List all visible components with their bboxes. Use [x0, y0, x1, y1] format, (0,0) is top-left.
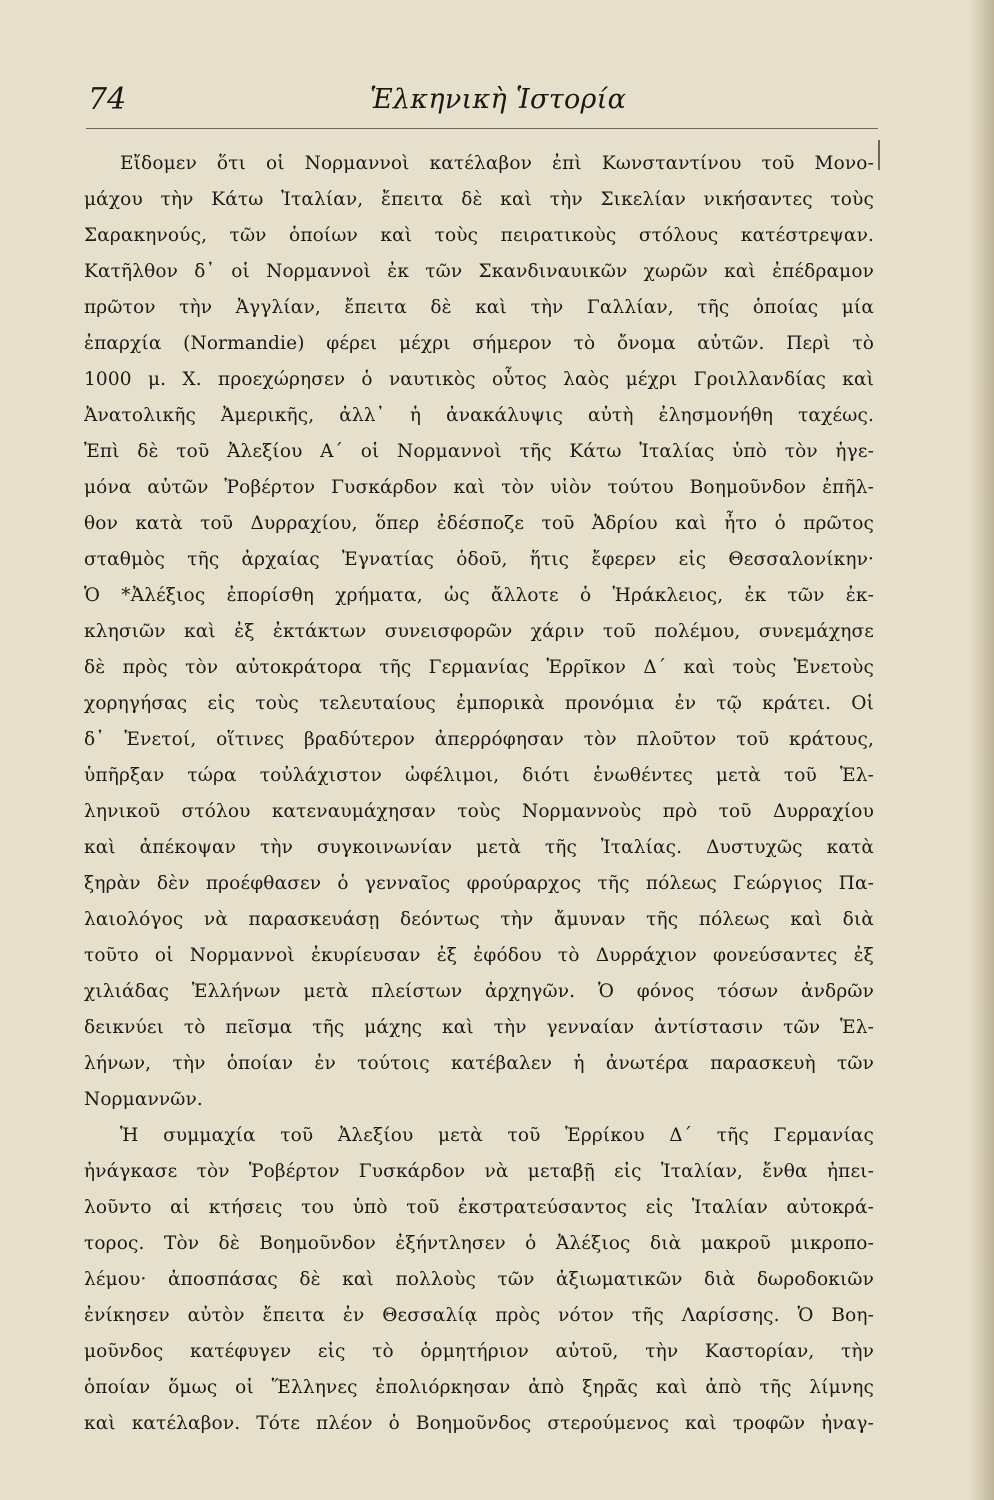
- text-line: πρῶτον τὴν Ἀγγλίαν, ἔπειτα δὲ καὶ τὴν Γαλλίαν, τῆς ὁποίας μία: [84, 297, 874, 318]
- text-line: λαιολόγος νὰ παρασκευάσῃ δεόντως τὴν ἄμυναν τῆς πόλεως καὶ διὰ: [84, 909, 874, 930]
- text-line: Εἴδομεν ὅτι οἱ Νορμαννοὶ κατέλαβον ἐπὶ Κωνσταντίνου τοῦ Μονο-: [120, 153, 874, 174]
- text-line: 1000 μ. Χ. προεχώρησεν ὁ ναυτικὸς οὗτος λαὸς μέχρι Γροιλλανδίας καὶ: [84, 369, 874, 390]
- margin-mark: [878, 140, 880, 170]
- text-line: μάχου τὴν Κάτω Ἰταλίαν, ἔπειτα δὲ καὶ τὴν Σικελίαν νικήσαντες τοὺς: [84, 189, 874, 210]
- text-line: λέμου· ἀποσπάσας δὲ καὶ πολλοὺς τῶν ἀξιωματικῶν διὰ δωροδοκιῶν: [84, 1269, 874, 1290]
- text-line: λοῦντο αἱ κτήσεις του ὑπὸ τοῦ ἐκστρατεύσαντος εἰς Ἰταλίαν αὐτοκρά-: [84, 1197, 874, 1218]
- text-line: τοῦτο οἱ Νορμαννοὶ ἐκυρίευσαν ἐξ ἐφόδου τὸ Δυρράχιον φονεύσαντες ἐξ: [84, 945, 874, 966]
- text-line: ἠνάγκασε τὸν Ῥοβέρτον Γυσκάρδον νὰ μεταβῇ εἰς Ἰταλίαν, ἔνθα ἠπει-: [84, 1161, 874, 1182]
- text-line: Ἐπὶ δὲ τοῦ Ἀλεξίου Α΄ οἱ Νορμαννοὶ τῆς Κάτω Ἰταλίας ὑπὸ τὸν ἡγε-: [84, 441, 874, 462]
- text-line: θον κατὰ τοῦ Δυρραχίου, ὅπερ ἐδέσποζε τοῦ Ἀδρίου καὶ ἦτο ὁ πρῶτος: [84, 513, 874, 534]
- text-line: δ᾽ Ἑνετοί, οἵτινες βραδύτερον ἀπερρόφησαν τὸν πλοῦτον τοῦ κράτους,: [84, 729, 874, 750]
- text-line: καὶ κατέλαβον. Τότε πλέον ὁ Βοημοῦνδος στερούμενος καὶ τροφῶν ἠναγ-: [84, 1413, 874, 1434]
- text-line: λήνων, τὴν ὁποίαν ἐν τούτοις κατέβαλεν ἡ ἀνωτέρα παρασκευὴ τῶν: [84, 1053, 874, 1074]
- text-line: καὶ ἀπέκοψαν τὴν συγκοινωνίαν μετὰ τῆς Ἰταλίας. Δυστυχῶς κατὰ: [84, 837, 874, 858]
- text-line: ὁποίαν ὅμως οἱ Ἕλληνες ἐπολιόρκησαν ἀπὸ ξηρᾶς καὶ ἀπὸ τῆς λίμνης: [84, 1377, 874, 1398]
- text-line: χιλιάδας Ἑλλήνων μετὰ πλείστων ἀρχηγῶν. Ὁ φόνος τόσων ἀνδρῶν: [84, 981, 874, 1002]
- body-text: [84, 146, 874, 1442]
- header-rule: [86, 128, 878, 129]
- text-line: Ἀνατολικῆς Ἀμερικῆς, ἀλλ᾽ ἡ ἀνακάλυψις αὐτὴ ἐλησμονήθη ταχέως.: [84, 405, 874, 426]
- text-line: Νορμαννῶν.: [84, 1089, 203, 1110]
- text-line: σταθμὸς τῆς ἀρχαίας Ἐγνατίας ὁδοῦ, ἥτις ἔφερεν εἰς Θεσσαλονίκην·: [84, 549, 874, 570]
- text-line: μόνα αὐτῶν Ῥοβέρτον Γυσκάρδον καὶ τὸν υἱὸν τούτου Βοημοῦνδον ἐπῆλ-: [84, 477, 874, 498]
- text-line: μοῦνδος κατέφυγεν εἰς τὸ ὁρμητήριον αὐτοῦ, τὴν Καστορίαν, τὴν: [84, 1341, 874, 1362]
- text-line: δὲ πρὸς τὸν αὐτοκράτορα τῆς Γερμανίας Ἑρρῖκον Δ΄ καὶ τοὺς Ἑνετοὺς: [84, 657, 874, 678]
- text-line: ληνικοῦ στόλου κατεναυμάχησαν τοὺς Νορμαννοὺς πρὸ τοῦ Δυρραχίου: [84, 801, 874, 822]
- text-line: ὑπῆρξαν τώρα τοὐλάχιστον ὠφέλιμοι, διότι ἑνωθέντες μετὰ τοῦ Ἑλ-: [84, 765, 874, 786]
- running-head: [88, 78, 878, 126]
- text-line: κλησιῶν καὶ ἐξ ἐκτάκτων συνεισφορῶν χάριν τοῦ πολέμου, συνεμάχησε: [84, 621, 874, 642]
- page-edge: [970, 0, 994, 1500]
- text-line: χορηγήσας εἰς τοὺς τελευταίους ἐμπορικὰ προνόμια ἐν τῷ κράτει. Οἱ: [84, 693, 874, 714]
- text-line: Κατῆλθον δ᾽ οἱ Νορμαννοὶ ἐκ τῶν Σκανδιναυικῶν χωρῶν καὶ ἐπέδραμον: [84, 261, 874, 282]
- running-title: Ἑλκηνικὴ Ἱστορία: [370, 84, 627, 115]
- page-number: 74: [88, 82, 127, 117]
- text-line: Σαρακηνούς, τῶν ὁποίων καὶ τοὺς πειρατικοὺς στόλους κατέστρεψαν.: [84, 225, 874, 246]
- text-line: τορος. Τὸν δὲ Βοημοῦνδον ἐξήντλησεν ὁ Ἀλέξιος διὰ μακροῦ μικροπο-: [84, 1233, 874, 1254]
- text-line: ἐνίκησεν αὐτὸν ἔπειτα ἐν Θεσσαλίᾳ πρὸς νότον τῆς Λαρίσσης. Ὁ Βοη-: [84, 1305, 874, 1326]
- text-line: ἐπαρχία (Normandie) φέρει μέχρι σήμερον τὸ ὄνομα αὐτῶν. Περὶ τὸ: [84, 333, 874, 354]
- text-line: ξηρὰν δὲν προέφθασεν ὁ γενναῖος φρούραρχος τῆς πόλεως Γεώργιος Πα-: [84, 873, 874, 894]
- text-line: Ὁ *Ἀλέξιος ἐπορίσθη χρήματα, ὡς ἄλλοτε ὁ Ἡράκλειος, ἐκ τῶν ἐκ-: [84, 585, 874, 606]
- text-line: δεικνύει τὸ πεῖσμα τῆς μάχης καὶ τὴν γενναίαν ἀντίστασιν τῶν Ἑλ-: [84, 1017, 874, 1038]
- text-line: Ἡ συμμαχία τοῦ Ἀλεξίου μετὰ τοῦ Ἑρρίκου Δ΄ τῆς Γερμανίας: [120, 1125, 874, 1146]
